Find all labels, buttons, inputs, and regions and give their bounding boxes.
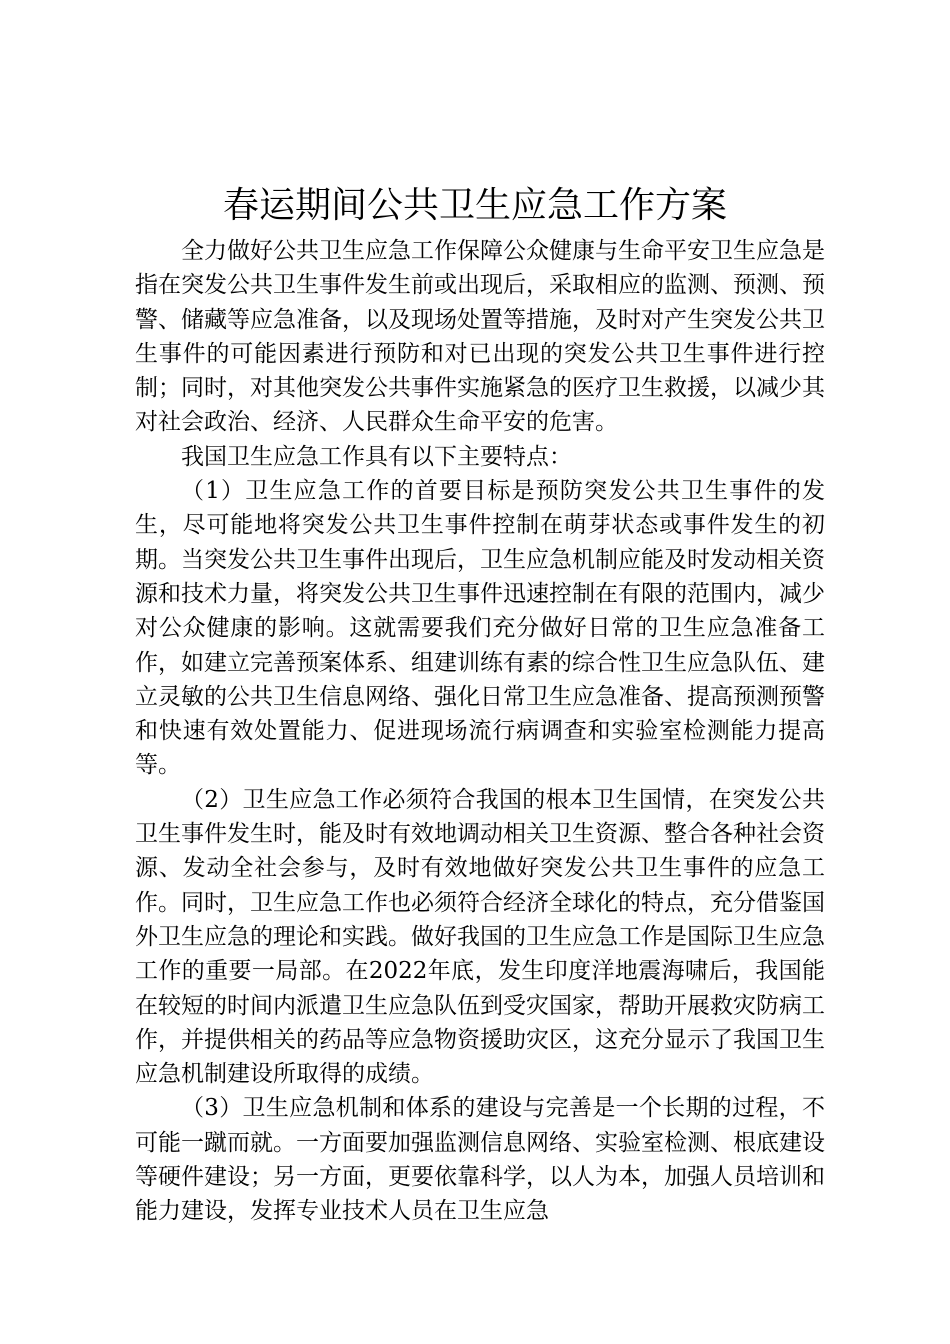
paragraph-features-lead: 我国卫生应急工作具有以下主要特点： — [181, 443, 572, 470]
document-title: 春运期间公共卫生应急工作方案 — [222, 185, 727, 226]
document-body — [135, 234, 825, 1229]
paragraph-intro: 全力做好公共卫生应急工作保障公众健康与生命平安卫生应急是指在突发公共卫生事件发生前或出现后，采取相应的监测、预测、预警、储藏等应急准备，以及现场处置等措施，及时对产生突发公共卫生事件的可能因素进行预防和对已出现的突发公共卫生事件进行控制；同时，对其他突发公共事件实施紧急的医疗卫生救援，以减少其对社会政治、经济、人民群众生命平安的危害。 — [135, 238, 825, 436]
paragraph-feature-3: （3）卫生应急机制和体系的建设与完善是一个长期的过程，不可能一蹴而就。一方面要加强监测信息网络、实验室检测、根底建设等硬件建设；另一方面，更要依靠科学，以人为本，加强人员培训和能力建设，发挥专业技术人员在卫生应急 — [135, 1095, 825, 1225]
paragraph-feature-2: （2）卫生应急工作必须符合我国的根本卫生国情，在突发公共卫生事件发生时，能及时有效地调动相关卫生资源、整合各种社会资源、发动全社会参与，及时有效地做好突发公共卫生事件的应急工作。同时，卫生应急工作也必须符合经济全球化的特点，充分借鉴国外卫生应急的理论和实践。做好我国的卫生应急工作是国际卫生应急工作的重要一局部。在2022年底，发生印度洋地震海啸后，我国能在较短的时间内派遣卫生应急队伍到受灾国家，帮助开展救灾防病工作，并提供相关的药品等应急物资援助灾区，这充分显示了我国卫生应急机制建设所取得的成绩。 — [135, 786, 825, 1088]
paragraph-feature-1: （1）卫生应急工作的首要目标是预防突发公共卫生事件的发生，尽可能地将突发公共卫生事件控制在萌芽状态或事件发生的初期。当突发公共卫生事件出现后，卫生应急机制应能及时发动相关资源和技术力量，将突发公共卫生事件迅速控制在有限的范围内，减少对公众健康的影响。这就需要我们充分做好日常的卫生应急准备工作，如建立完善预案体系、组建训练有素的综合性卫生应急队伍、建立灵敏的公共卫生信息网络、强化日常卫生应急准备、提高预测预警和快速有效处置能力、促进现场流行病调查和实验室检测能力提高等。 — [135, 478, 825, 779]
